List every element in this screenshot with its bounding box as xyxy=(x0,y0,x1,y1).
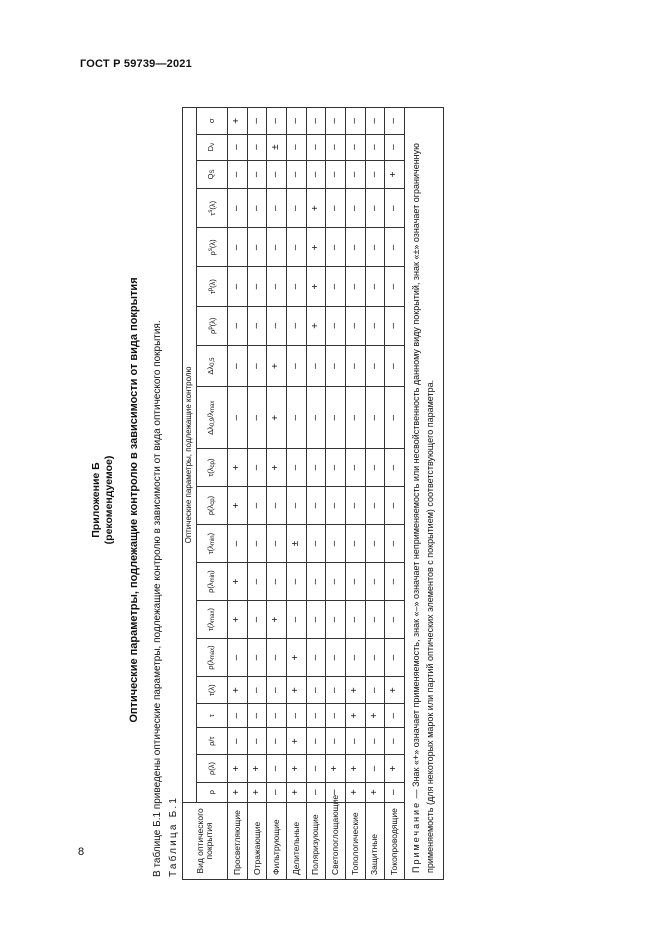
table-cell: – xyxy=(326,189,346,228)
table-cell: – xyxy=(267,704,287,728)
table-cell: + xyxy=(286,728,306,755)
table-grid xyxy=(182,107,405,880)
table-cell: – xyxy=(228,345,248,387)
table-cell: – xyxy=(345,160,365,188)
table-cell: – xyxy=(306,525,326,563)
parameter-symbol-sup: p xyxy=(207,287,214,292)
table-cell: – xyxy=(286,487,306,525)
table-cell: – xyxy=(345,563,365,601)
table-cell: ± xyxy=(286,525,306,563)
parameter-symbol-base: τ xyxy=(207,291,217,295)
table-cell: – xyxy=(345,306,365,345)
table-cell: – xyxy=(365,387,385,449)
parameter-symbol-sup: p xyxy=(207,326,214,330)
parameter-symbol-sub: max xyxy=(210,610,217,622)
table-cell: + xyxy=(247,782,267,802)
table-cell: – xyxy=(247,267,267,306)
table-cell: – xyxy=(385,601,405,639)
table-cell: – xyxy=(326,449,346,487)
table-cell: + xyxy=(228,108,248,135)
parameter-symbol-base: D xyxy=(206,145,216,152)
table-cell: + xyxy=(286,639,306,677)
table-cell: – xyxy=(326,782,346,802)
table-cell: – xyxy=(385,563,405,601)
table-cell: – xyxy=(326,639,346,677)
parameter-header xyxy=(197,267,228,306)
table-cell: – xyxy=(286,108,306,135)
parameter-symbol-base: τ(λ xyxy=(206,467,216,477)
table-cell: – xyxy=(345,108,365,135)
table-cell: – xyxy=(228,525,248,563)
table-row xyxy=(286,108,306,880)
table-cell: – xyxy=(326,525,346,563)
parameter-header xyxy=(197,704,228,728)
table-cell: – xyxy=(326,728,346,755)
parameter-header xyxy=(197,449,228,487)
parameter-symbol-base: σ xyxy=(207,118,217,124)
table-cell: – xyxy=(228,267,248,306)
table-cell: + xyxy=(345,755,365,782)
parameter-symbol-sup: s xyxy=(207,248,214,252)
table-cell: – xyxy=(286,228,306,267)
parameter-symbol-base: ρ/τ xyxy=(207,736,217,746)
parameter-header xyxy=(197,601,228,639)
table-cell: – xyxy=(385,387,405,449)
table-cell: + xyxy=(228,677,248,704)
table-cell: + xyxy=(345,782,365,802)
table-cell: – xyxy=(247,704,267,728)
note-text: — Знак «+» означает применяемость, знак «–» означает неприменяемость или несвойственность данному виду покрытий, знак «±» означает ограниченную применяемость (для некоторых марок или партий оптических элементов с покрытием) соответствующего параметра. xyxy=(411,143,435,873)
parameter-symbol-base: τ xyxy=(207,212,217,216)
table-cell: – xyxy=(326,345,346,387)
parameter-header xyxy=(197,525,228,563)
table-cell: – xyxy=(365,639,385,677)
coverage-type-name: Защитные xyxy=(365,802,385,879)
table-cell: – xyxy=(345,228,365,267)
table-cell: – xyxy=(345,601,365,639)
table-cell: – xyxy=(306,639,326,677)
table-cell: – xyxy=(306,345,326,387)
table-cell: + xyxy=(228,449,248,487)
table-cell: – xyxy=(247,228,267,267)
table-cell: – xyxy=(247,108,267,135)
table-cell: + xyxy=(306,267,326,306)
parameter-symbol-tail: /λ xyxy=(206,411,216,418)
parameters-table xyxy=(182,107,405,880)
table-cell: – xyxy=(385,189,405,228)
table-cell: – xyxy=(326,160,346,188)
table-cell: – xyxy=(385,134,405,160)
table-cell: – xyxy=(267,728,287,755)
table-cell: – xyxy=(326,387,346,449)
parameter-symbol-tail: ) xyxy=(206,532,216,536)
table-cell: – xyxy=(267,677,287,704)
parameter-header xyxy=(197,134,228,160)
parameter-symbol-sub: S xyxy=(210,169,217,174)
table-cell: – xyxy=(365,306,385,345)
table-cell: + xyxy=(306,189,326,228)
table-cell: + xyxy=(286,755,306,782)
table-cell: – xyxy=(228,639,248,677)
page-number: 8 xyxy=(78,846,85,858)
table-cell: – xyxy=(247,306,267,345)
table-cell: – xyxy=(228,189,248,228)
parameter-header xyxy=(197,228,228,267)
table-cell: + xyxy=(228,563,248,601)
table-cell: – xyxy=(306,755,326,782)
table-cell: – xyxy=(267,108,287,135)
table-cell: – xyxy=(326,306,346,345)
table-cell: – xyxy=(326,563,346,601)
table-cell: + xyxy=(267,601,287,639)
table-cell: + xyxy=(228,487,248,525)
note-paragraph xyxy=(409,113,437,873)
table-cell: + xyxy=(345,677,365,704)
parameter-symbol-base: τ(λ xyxy=(206,545,216,555)
coverage-type-name: Топологические xyxy=(345,802,365,879)
table-cell: – xyxy=(365,755,385,782)
parameter-symbol-base: τ(λ) xyxy=(207,684,217,697)
table-cell: – xyxy=(326,134,346,160)
table-cell: – xyxy=(247,677,267,704)
table-cell: – xyxy=(228,160,248,188)
table-cell: – xyxy=(365,677,385,704)
table-cell: – xyxy=(345,134,365,160)
table-cell: – xyxy=(306,449,326,487)
parameter-symbol-base: ρ(λ xyxy=(206,582,216,593)
table-cell: + xyxy=(326,755,346,782)
table-cell: – xyxy=(345,728,365,755)
table-cell: – xyxy=(385,525,405,563)
parameter-symbol-sup: s xyxy=(207,209,214,213)
parameter-header xyxy=(197,755,228,782)
table-cell: + xyxy=(267,449,287,487)
table-cell: – xyxy=(365,525,385,563)
table-cell: – xyxy=(365,563,385,601)
parameter-symbol-tail: ) xyxy=(206,458,216,462)
parameter-symbol-sub: cp xyxy=(210,498,217,505)
table-cell: – xyxy=(267,525,287,563)
table-cell: – xyxy=(228,228,248,267)
parameter-symbol-base: ρ xyxy=(207,329,217,334)
table-cell: – xyxy=(345,387,365,449)
table-cell: – xyxy=(385,782,405,802)
table-cell: – xyxy=(228,728,248,755)
parameter-header xyxy=(197,306,228,345)
table-cell: + xyxy=(286,782,306,802)
table-cell: – xyxy=(385,108,405,135)
table-cell: – xyxy=(385,639,405,677)
parameter-symbol-sub: 0,5 xyxy=(210,357,217,366)
table-cell: – xyxy=(385,345,405,387)
table-cell: + xyxy=(228,755,248,782)
table-cell: – xyxy=(228,306,248,345)
parameter-symbol-sub: min xyxy=(210,535,217,546)
table-cell: – xyxy=(286,306,306,345)
table-cell: – xyxy=(365,267,385,306)
table-cell: – xyxy=(326,108,346,135)
table-cell: – xyxy=(326,487,346,525)
parameter-header xyxy=(197,387,228,449)
table-cell: – xyxy=(306,563,326,601)
coverage-type-name: Поляризующие xyxy=(306,802,326,879)
table-cell: – xyxy=(267,563,287,601)
intro-text: В таблице Б.1 приведены оптические параметры, подлежащие контролю в зависимости от вида оптического покрытия. xyxy=(152,320,163,877)
table-cell: + xyxy=(247,755,267,782)
table-cell: + xyxy=(228,601,248,639)
parameter-symbol-sub: cp xyxy=(210,461,217,468)
table-cell: – xyxy=(247,487,267,525)
table-cell: – xyxy=(326,704,346,728)
table-cell: + xyxy=(267,345,287,387)
table-cell: – xyxy=(267,782,287,802)
parameter-symbol-tail: ) xyxy=(206,570,216,573)
table-cell: + xyxy=(306,228,326,267)
table-cell: – xyxy=(306,487,326,525)
table-cell: – xyxy=(365,487,385,525)
table-cell: – xyxy=(345,525,365,563)
table-cell: – xyxy=(385,267,405,306)
parameter-symbol-base: ρ xyxy=(207,251,217,256)
parameter-symbol-base: ρ(λ xyxy=(206,504,216,516)
table-cell: – xyxy=(345,487,365,525)
parameter-symbol-base: ρ(λ xyxy=(206,659,216,670)
table-cell: – xyxy=(365,108,385,135)
table-cell: + xyxy=(385,677,405,704)
table-cell: – xyxy=(306,387,326,449)
table-cell: – xyxy=(365,449,385,487)
parameter-header xyxy=(197,677,228,704)
table-cell: – xyxy=(267,267,287,306)
note-box xyxy=(405,107,444,880)
parameter-header xyxy=(197,639,228,677)
parameter-symbol-sub: min xyxy=(210,572,217,583)
parameter-header xyxy=(197,160,228,188)
note-head: Примечание xyxy=(411,800,421,873)
parameter-symbol-base: τ(λ xyxy=(206,621,216,632)
parameter-symbol-tail: ) xyxy=(206,608,216,611)
table-cell: – xyxy=(345,267,365,306)
appendix-title: Приложение Б xyxy=(90,462,102,538)
table-cell: – xyxy=(365,160,385,188)
parameter-header xyxy=(197,782,228,802)
parameter-symbol-sub: 0,9 xyxy=(210,417,217,427)
table-cell: – xyxy=(247,449,267,487)
coverage-type-name: Отражающие xyxy=(247,802,267,879)
table-cell: + xyxy=(345,704,365,728)
table-cell: – xyxy=(247,525,267,563)
table-cell: + xyxy=(385,160,405,188)
parameter-symbol-tail: (λ) xyxy=(207,200,217,210)
table-cell: – xyxy=(306,601,326,639)
appendix-subtitle: (рекомендуемое) xyxy=(103,455,115,545)
coverage-type-header: Вид оптического покрытия xyxy=(183,802,228,879)
table-cell: – xyxy=(247,728,267,755)
table-cell: – xyxy=(345,189,365,228)
table-cell: – xyxy=(385,487,405,525)
table-cell: – xyxy=(365,134,385,160)
table-cell: – xyxy=(247,345,267,387)
parameter-symbol-sub: ν xyxy=(210,142,217,146)
table-row xyxy=(267,108,287,880)
table-cell: ± xyxy=(267,134,287,160)
table-cell: – xyxy=(306,782,326,802)
table-cell: – xyxy=(267,487,287,525)
table-cell: – xyxy=(385,306,405,345)
table-cell: – xyxy=(345,639,365,677)
table-cell: – xyxy=(267,189,287,228)
table-cell: – xyxy=(326,267,346,306)
table-cell: – xyxy=(365,345,385,387)
table-cell: – xyxy=(267,228,287,267)
coverage-type-name: Делительные xyxy=(286,802,306,879)
table-row xyxy=(365,108,385,880)
table-row xyxy=(228,108,248,880)
table-cell: – xyxy=(306,728,326,755)
coverage-type-name: Фильтрующие xyxy=(267,802,287,879)
parameter-symbol-base: ρ(λ) xyxy=(207,762,217,776)
table-cell: – xyxy=(306,108,326,135)
table-cell: – xyxy=(247,639,267,677)
table-cell: – xyxy=(247,134,267,160)
table-row xyxy=(306,108,326,880)
table-cell: – xyxy=(365,228,385,267)
parameter-symbol-sub: max xyxy=(210,647,217,660)
table-row xyxy=(326,108,346,880)
table-cell: – xyxy=(345,345,365,387)
table-cell: – xyxy=(365,601,385,639)
table-cell: – xyxy=(228,387,248,449)
table-cell: – xyxy=(365,728,385,755)
parameter-symbol-base: Δλ xyxy=(206,426,216,435)
table-cell: – xyxy=(286,563,306,601)
table-cell: – xyxy=(247,601,267,639)
parameter-header xyxy=(197,563,228,601)
table-cell: – xyxy=(267,755,287,782)
table-cell: – xyxy=(228,134,248,160)
table-row xyxy=(345,108,365,880)
coverage-type-name: Просветляющие xyxy=(228,802,248,879)
table-cell: – xyxy=(365,189,385,228)
table-cell: + xyxy=(306,306,326,345)
table-label: Таблица Б.1 xyxy=(168,795,179,877)
table-cell: – xyxy=(247,160,267,188)
parameter-header xyxy=(197,487,228,525)
table-cell: – xyxy=(385,228,405,267)
parameter-header-row xyxy=(197,108,228,880)
table-cell: + xyxy=(228,782,248,802)
table-cell: + xyxy=(286,677,306,704)
table-cell: – xyxy=(306,677,326,704)
parameter-symbol-tail: ) xyxy=(206,645,216,648)
table-cell: – xyxy=(267,639,287,677)
table-cell: – xyxy=(326,228,346,267)
parameter-symbol-tail: (λ) xyxy=(207,279,217,288)
table-cell: – xyxy=(326,601,346,639)
table-cell: – xyxy=(286,601,306,639)
table-cell: – xyxy=(385,449,405,487)
parameter-symbol-tail: (λ) xyxy=(207,239,217,249)
table-cell: – xyxy=(247,189,267,228)
parameters-group-header: Оптические параметры, подлежащие контролю xyxy=(183,108,197,803)
parameter-header xyxy=(197,189,228,228)
table-cell: – xyxy=(247,387,267,449)
table-cell: – xyxy=(286,189,306,228)
parameter-symbol-tail: (λ) xyxy=(207,317,217,327)
parameter-symbol-base: τ xyxy=(207,714,217,718)
table-cell: – xyxy=(306,704,326,728)
parameter-symbol-tail: ) xyxy=(206,495,216,499)
parameter-symbol-base: ρ xyxy=(207,790,217,795)
table-cell: – xyxy=(306,160,326,188)
parameter-symbol-tail-sub: max xyxy=(210,400,217,412)
coverage-type-name: Светопоглощающие xyxy=(326,802,346,879)
parameter-header xyxy=(197,728,228,755)
table-cell: + xyxy=(365,782,385,802)
table-cell: – xyxy=(345,449,365,487)
parameter-header xyxy=(197,108,228,135)
document-code: ГОСТ Р 59739—2021 xyxy=(80,58,192,70)
table-cell: – xyxy=(286,387,306,449)
table-body xyxy=(228,108,405,880)
table-cell: – xyxy=(326,677,346,704)
parameter-symbol-base: Q xyxy=(206,173,216,180)
table-cell: + xyxy=(365,704,385,728)
coverage-type-name: Токопроводящие xyxy=(385,802,405,879)
table-cell: – xyxy=(228,704,248,728)
table-row xyxy=(247,108,267,880)
rotated-content xyxy=(72,80,552,880)
table-cell: – xyxy=(247,563,267,601)
section-title: Оптические параметры, подлежащие контролю в зависимости от вида покрытия xyxy=(128,277,140,723)
table-cell: – xyxy=(286,160,306,188)
table-cell: – xyxy=(267,160,287,188)
table-cell: – xyxy=(267,306,287,345)
table-cell: – xyxy=(286,449,306,487)
table-cell: – xyxy=(306,134,326,160)
parameter-header xyxy=(197,345,228,387)
table-cell: – xyxy=(385,728,405,755)
table-cell: + xyxy=(267,387,287,449)
table-cell: – xyxy=(385,704,405,728)
table-cell: – xyxy=(286,134,306,160)
table-cell: – xyxy=(286,704,306,728)
table-cell: + xyxy=(385,755,405,782)
table-cell: – xyxy=(286,345,306,387)
table-row xyxy=(385,108,405,880)
table-cell: – xyxy=(286,267,306,306)
parameter-symbol-base: Δλ xyxy=(206,365,216,375)
